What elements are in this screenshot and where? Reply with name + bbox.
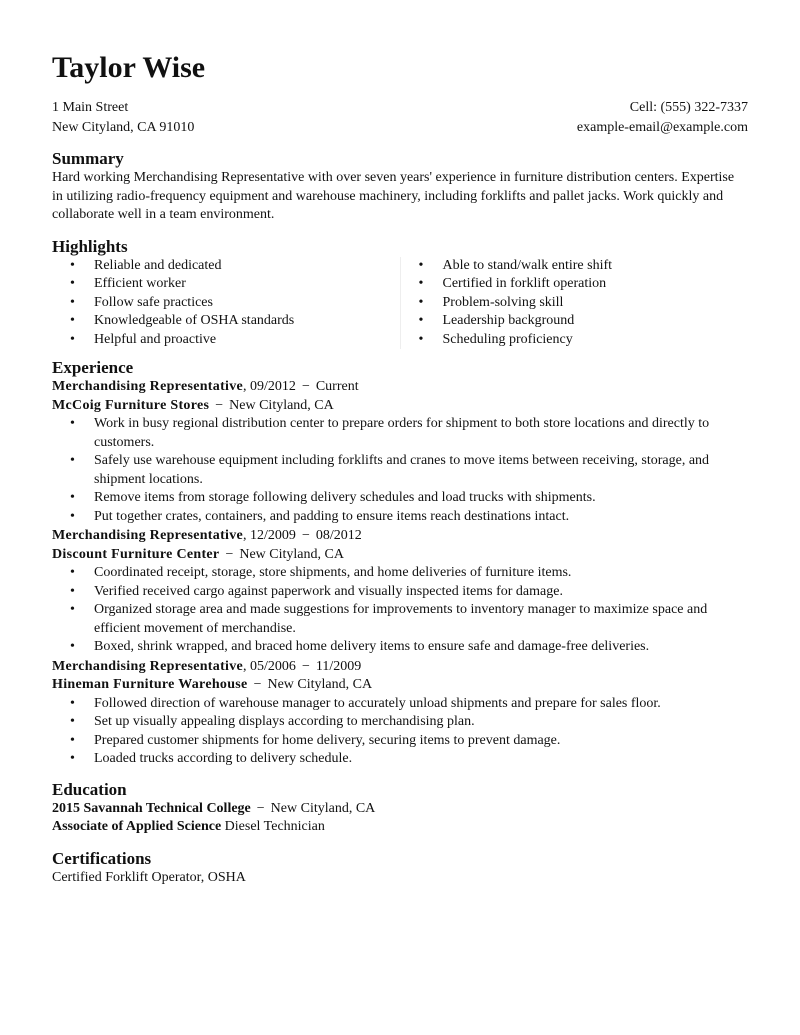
certifications-section xyxy=(52,849,748,888)
email-address: example-email@example.com xyxy=(576,120,748,135)
education-school: 2015 Savannah Technical College xyxy=(52,800,251,816)
education-heading: Education xyxy=(52,779,127,799)
education-location: New Cityland, CA xyxy=(270,800,376,816)
highlight-item: • Efficient worker xyxy=(52,275,400,294)
employer-name: Hineman Furniture Warehouse xyxy=(52,677,248,692)
summary-text: Hard working Merchandising Representative with over seven years' experience in furniture distribution centers. Expertise in utilizing radio-frequency equipment and warehouse machinery, including forklifts and pallet jacks. Work quickly and collaborate well in a team environment. xyxy=(52,170,735,222)
employer-location: New Cityland, CA xyxy=(239,546,344,562)
job-duty: • Boxed, shrink wrapped, and braced home delivery items to ensure safe and damage-free deliveries. xyxy=(52,638,748,657)
experience-heading: Experience xyxy=(52,358,134,377)
location-separator: − xyxy=(225,546,234,562)
job-duty: • Remove items from storage following delivery schedules and load trucks with shipments. xyxy=(52,489,748,508)
highlight-item: • Problem-solving skill xyxy=(401,294,749,313)
contact-row-1 xyxy=(52,98,748,118)
job-title-line: Merchandising Representative, 12/2009 − 08/2012 xyxy=(52,528,362,543)
job-duties-list xyxy=(52,415,748,526)
job-start-date: 12/2009 xyxy=(250,528,296,543)
certification-text: Certified Forklift Operator, OSHA xyxy=(52,869,246,885)
job-title-line: Merchandising Representative, 09/2012 − Current xyxy=(52,379,359,394)
job-entry xyxy=(52,658,748,769)
job-duty: • Safely use warehouse equipment including forklifts and cranes to move items between receiving, storage, and shipment locations. xyxy=(52,452,748,489)
job-duty: • Put together crates, containers, and padding to ensure items reach destinations intact. xyxy=(52,508,748,527)
job-duty: • Followed direction of warehouse manager to accurately unload shipments and prepare for sales floor. xyxy=(52,695,748,714)
city-state-zip: New Cityland, CA 91010 xyxy=(52,120,195,135)
employer-line xyxy=(52,397,748,416)
location-separator: − xyxy=(256,800,265,816)
job-duty: • Coordinated receipt, storage, store shipments, and home deliveries of furniture items. xyxy=(52,564,748,583)
highlight-item: • Knowledgeable of OSHA standards xyxy=(52,312,400,331)
education-section xyxy=(52,780,748,837)
highlight-item: • Leadership background xyxy=(401,312,749,331)
job-end-date: Current xyxy=(315,379,359,394)
phone-number: Cell: (555) 322-7337 xyxy=(629,100,748,115)
highlights-left-list xyxy=(52,257,400,350)
candidate-name: Taylor Wise xyxy=(52,51,206,84)
highlights-right-list xyxy=(401,257,749,350)
job-duty: • Loaded trucks according to delivery schedule. xyxy=(52,750,748,769)
highlight-item: • Able to stand/walk entire shift xyxy=(401,257,749,276)
contact-block xyxy=(52,98,748,138)
certifications-heading: Certifications xyxy=(52,848,152,868)
summary-section xyxy=(52,149,748,225)
highlight-item: • Reliable and dedicated xyxy=(52,257,400,276)
date-separator: − xyxy=(301,379,310,394)
employer-location: New Cityland, CA xyxy=(267,677,373,692)
job-duties-list xyxy=(52,564,748,657)
job-duty: • Verified received cargo against paperwork and visually inspected items for damage. xyxy=(52,583,748,602)
job-duties-list xyxy=(52,695,748,769)
highlights-grid xyxy=(52,257,748,350)
job-duty: • Set up visually appealing displays according to merchandising plan. xyxy=(52,713,748,732)
location-separator: − xyxy=(215,397,224,413)
highlight-item: • Follow safe practices xyxy=(52,294,400,313)
contact-row-2 xyxy=(52,118,748,138)
highlight-item: • Scheduling proficiency xyxy=(401,331,749,350)
highlight-item: • Certified in forklift operation xyxy=(401,275,749,294)
job-entry xyxy=(52,527,748,657)
summary-heading: Summary xyxy=(52,149,124,168)
education-field: Diesel Technician xyxy=(224,819,325,834)
job-end-date: 11/2009 xyxy=(315,658,362,674)
employer-line xyxy=(52,546,748,565)
job-duty: • Organized storage area and made suggestions for improvements to inventory manager to maximize space and efficient movement of merchandise. xyxy=(52,601,748,638)
job-entry xyxy=(52,378,748,526)
education-degree: Associate of Applied Science xyxy=(52,819,222,834)
job-start-date: 09/2012 xyxy=(250,379,296,394)
employer-name: McCoig Furniture Stores xyxy=(52,397,210,413)
education-school-line xyxy=(52,800,748,819)
job-duty: • Work in busy regional distribution center to prepare orders for shipment to both store locations and directly to customers. xyxy=(52,415,748,452)
job-end-date: 08/2012 xyxy=(315,528,362,543)
job-title-line: Merchandising Representative, 05/2006 − 11/2009 xyxy=(52,658,362,674)
job-duty: • Prepared customer shipments for home delivery, securing items to prevent damage. xyxy=(52,732,748,751)
date-separator: − xyxy=(301,658,310,674)
street-address: 1 Main Street xyxy=(52,100,129,115)
highlights-left-column xyxy=(52,257,401,350)
employer-line xyxy=(52,676,748,695)
employer-location: New Cityland, CA xyxy=(229,397,334,413)
highlights-right-column xyxy=(401,257,749,350)
job-start-date: 05/2006 xyxy=(250,658,296,674)
highlight-item: • Helpful and proactive xyxy=(52,331,400,350)
education-degree-line xyxy=(52,818,748,837)
highlights-heading: Highlights xyxy=(52,236,128,256)
job-title: Merchandising Representative xyxy=(52,379,244,394)
date-separator: − xyxy=(301,528,310,543)
experience-section xyxy=(52,358,748,769)
job-title: Merchandising Representative xyxy=(52,528,244,543)
job-title: Merchandising Representative xyxy=(52,658,244,674)
highlights-section xyxy=(52,237,748,350)
employer-name: Discount Furniture Center xyxy=(52,546,220,562)
location-separator: − xyxy=(253,677,262,692)
